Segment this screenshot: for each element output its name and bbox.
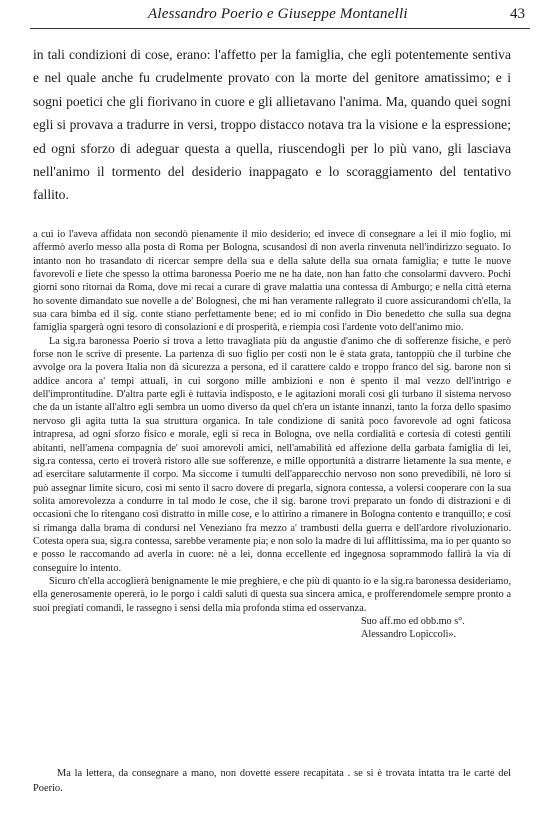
signature-name: Alessandro Lopiccoli». [361, 629, 457, 641]
running-title: Alessandro Poerio e Giuseppe Montanelli [148, 6, 408, 22]
footnote [33, 228, 511, 642]
page-number: 43 [510, 6, 525, 22]
footnote-paragraph-2: La sig.ra baronessa Poerio si trova a letto travagliata più da angustie d'animo che di sofferenze fisiche, e però forse non le scrive di presente. La partenza di suo figlio per costì non le è stata grata, tantoppiù che il turbine che avvolge ora la povera Italia non dà sicurezza a persona, ed il carattere caldo e troppo franco del sig. barone non si addice ancora a' tempi attuali, in cui sorgono mille ambizioni e non è spento il mal vezzo dell'intrigo e dell'improntitudine. D'altra parte egli è tuttavia indisposto, e le agitazioni morali così gli turbano il sistema nervoso che da un istante all'altro egli sembra un uomo diverso da quel ch'era un istante innanzi, tanto la forza dello spasimo nervoso gli agita tutta la sua struttura organica. In tale condizione di sanità poco favorevole ad ogni faticosa intrapresa, ad ogni sforzo fisico e morale, egli si reca in Bologna, ove nella cordialità e cortesia di cotesti gentili abitanti, nell'amena compagnia de' suoi amorevoli amici, nell'amabilità ed affezione della garbata famiglia di lei, sig.ra contessa, certo ei troverà ristoro alle sue sofferenze, e mille opportunità a distrarre lietamente la sua mente, e ad esercitare salutarmente il corpo. Ma siccome i tumulti dell'apparecchio nervoso non sono prevedibili, nè loro si può assegnar limite sicuro, così mi sento il sacro dovere di pregarla, signora contessa, a volersi cooperare con la sua solita amorevolezza a condurre in tal modo le cose, che il sig. barone trovi preparato un fondo di distrazioni e di occasioni che lo ritengano così distratto in mille cose, e lo attirino a rimanere in Bologna contento e tranquillo; e così si rimanga dalla brama di condursi nel Veneziano fra mezzo a' trambusti della guerra e dell'ardore rivoluzionario. Cotesta opera sua, sig.ra contessa, sarebbe veramente pia; e non solo la madre di lui afflittissima, ma io per quanto so e posso le raccomando ad averla in cuore: nè a lei, donna eccellente ed ingegnosa soprammodo fallirà la via di conseguire lo intento. [33, 335, 511, 574]
main-paragraph: in tali condizioni di cose, erano: l'affetto per la famiglia, che egli potentemente sentiva e nel quale anche fu crudelmente provato con la morte del genitore amatissimo; e i sogni poetici che gli fiorivano in cuore e gli allietavano l'anima. Ma, quando quei sogni egli si provava a tradurre in versi, troppo distacco notava tra la visione e la espressione; ed ogni sforzo di adeguar questa a quella, riuscendogli per lo più vano, gli lasciava nell'animo il tormento del desiderio inappagato e lo scoraggiamento del tentativo fallito. [33, 47, 511, 203]
footnote-paragraph-3: Sicuro ch'ella accoglierà benignamente le mie preghiere, e che più di quanto io e la sig.ra baronessa desideriamo, ella generosamente opererà, io le porgo i caldi saluti di questa sua sincera amica, e profferendomele sempre pronto a suoi pregiati comandi, le rassegno i sensi della mia profonda stima ed osservanza. [33, 575, 511, 614]
closing-paragraph: Ma la lettera, da consegnare a mano, non dovette essere recapitata . se si è trovata intatta tra le carte del Poerio. [33, 768, 511, 794]
header-rule [30, 28, 530, 29]
footnote-paragraph-1: a cui io l'aveva affidata non secondò pienamente il mio desiderio; ed invece di consegnare a lei il mio foglio, mi affermò averlo messo alla posta di Roma per Bologna, scusandosi di non averla rinvenuta nell'indirizzo seguato. Io intanto non ho trasandato di ricercar sempre della sua e della salute della sua ornata famiglia; e tutte le nuove favorevoli e liete che spesso la ottima baronessa Poerio me ne ha date, non han fatto che consolarmi davvero. Pochi giorni sono ritornai da Roma, dove mi recai a curare di grave malattia una contessa di Amburgo; e nella città eterna ho sovente dimandato sue novelle a de' Bolognesi, che mi han veramente rallegrato il cuore assicurandomi ch'ella, la sua cara bimba ed il sig. conte stiano perfettamente bene; ed io mi confido in Dio benedetto che sulla sua degna famiglia spargerà ogni tesoro di consolazioni e di prosperità, e riempia così l'ardente voto dell'animo mio. [33, 229, 511, 334]
footnote-signature [33, 615, 511, 642]
page-header [0, 6, 550, 30]
signature-salutation: Suo aff.mo ed obb.mo s°. [361, 615, 465, 627]
